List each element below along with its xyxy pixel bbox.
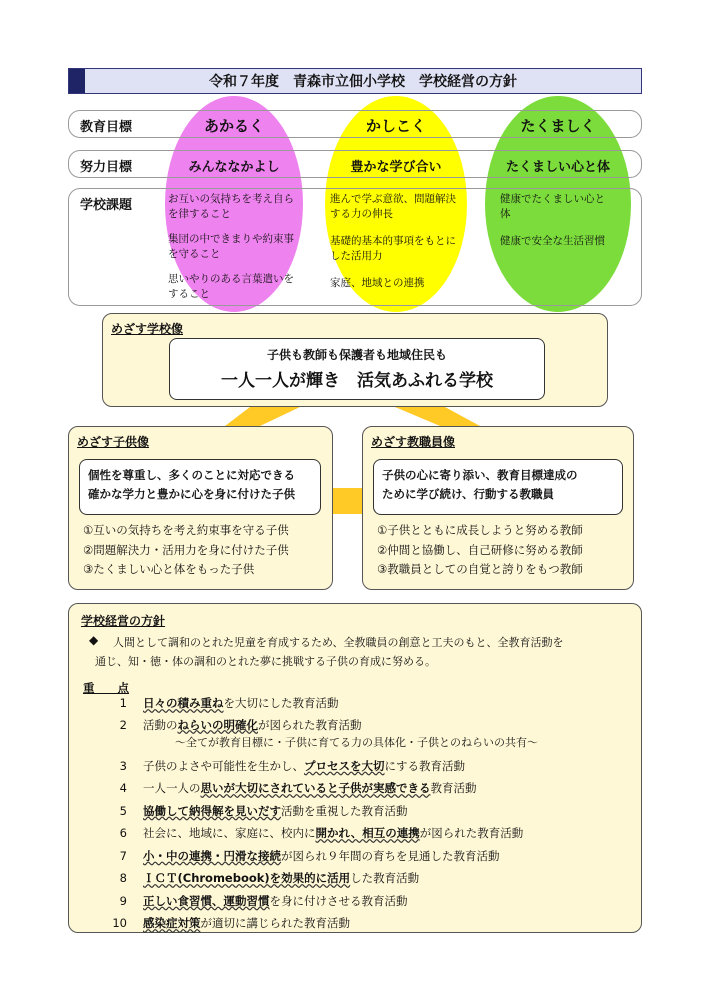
- page-title: 令和７年度 青森市立佃小学校 学校経営の方針: [209, 74, 517, 90]
- child-item: ③たくましい心と体をもった子供: [83, 562, 255, 576]
- goal-akaruku: あかるく: [203, 117, 264, 135]
- task-kashikoku-1: 進んで学ぶ意欲、問題解決する力の伸長: [330, 193, 456, 220]
- list-item: 10 感染症対策が適切に講じられた教育活動: [112, 916, 350, 931]
- staff-main-2: ために学び続け、行動する教職員: [382, 487, 555, 501]
- school-image-box: [169, 338, 545, 400]
- task-takumashiku-1: 健康でたくましい心と体: [500, 193, 605, 220]
- effort-takumashiku: たくましい心と体: [505, 160, 610, 175]
- connector-right: [395, 407, 480, 426]
- task-kashikoku-3: 家庭、地域との連携: [330, 277, 425, 289]
- task-row-label: 学校課題: [80, 198, 133, 213]
- task-akaruku-3: 思いやりのある言葉遣いをすること: [168, 273, 294, 300]
- staff-image-title: めざす教職員像: [371, 435, 456, 449]
- list-item: 4 一人一人の思いが大切にされていると子供が実感できる教育活動: [119, 781, 477, 796]
- list-item: 9 正しい食習慣、運動習慣を身に付けさせる教育活動: [119, 893, 408, 908]
- policy-text-1: 人間として調和のとれた児童を育成するため、全教職員の創意と工夫のもと、全教育活動を: [113, 636, 564, 649]
- child-image-box: [79, 459, 321, 515]
- child-items: [83, 521, 289, 580]
- staff-image-box: [373, 459, 623, 515]
- focus-title: 重 点: [83, 681, 129, 695]
- list-item: 1 日々の積み重ねを大切にした教育活動: [119, 696, 339, 711]
- connector-left: [225, 407, 300, 426]
- focus-points: [99, 692, 619, 935]
- child-item: ②問題解決力・活用力を身に付けた子供: [83, 542, 289, 557]
- goal-row-label: 教育目標: [80, 120, 133, 135]
- goal-takumashiku: たくましく: [520, 117, 596, 135]
- policy-text-2: 通じ、知・徳・体の調和のとれた夢に挑戦する子供の育成に努める。: [95, 655, 436, 668]
- goal-kashikoku: かしこく: [365, 117, 426, 135]
- child-item: ①互いの気持ちを考え約束事を守る子供: [83, 523, 289, 537]
- staff-main-1: 子供の心に寄り添い、教育目標達成の: [382, 468, 578, 482]
- school-image-title: めざす学校像: [111, 322, 184, 336]
- effort-akaruku: みんななかよし: [188, 160, 280, 175]
- policy-panel: [68, 603, 642, 933]
- list-item: 2 活動のねらいの明確化が図られた教育活動: [119, 717, 362, 732]
- child-main-1: 個性を尊重し、多くのことに対応できる: [88, 468, 295, 482]
- school-image-line2: 一人一人が輝き 活気あふれる学校: [221, 371, 493, 391]
- task-akaruku-2: 集団の中できまりや約束事を守ること: [168, 233, 294, 260]
- child-image-title: めざす子供像: [77, 435, 150, 449]
- policy-title: 学校経営の方針: [81, 614, 166, 628]
- list-item: 6 社会に、地域に、家庭に、校内に開かれ、相互の連携が図られた教育活動: [119, 826, 524, 841]
- task-takumashiku-2: 健康で安全な生活習慣: [500, 235, 605, 247]
- staff-item: ③教職員としての自覚と誇りをもつ教師: [377, 562, 583, 576]
- policy-bullet-icon: ◆: [89, 633, 99, 647]
- list-item: 5 協働して納得解を見いだす活動を重視した教育活動: [119, 803, 408, 818]
- child-main-2: 確かな学力と豊かに心を身に付けた子供: [88, 487, 295, 501]
- list-item: 8 ＩＣＴ(Chromebook)を効果的に活用した教育活動: [119, 871, 420, 886]
- staff-item: ①子供とともに成長しようと努める教師: [377, 523, 583, 537]
- staff-items: [377, 521, 583, 580]
- task-kashikoku-2: 基礎的基本的事項をもとにした活用力: [330, 235, 456, 262]
- school-image-panel: [102, 313, 608, 407]
- list-item: 7 小・中の連携・円滑な接続が図られ９年間の育ちを見通した教育活動: [119, 848, 500, 863]
- child-image-panel: [68, 426, 333, 590]
- list-item: 3 子供のよさや可能性を生かし、プロセスを大切にする教育活動: [119, 758, 465, 773]
- staff-item: ②仲間と協働し、自己研修に努める教師: [377, 542, 583, 557]
- school-image-line1: 子供も教師も保護者も地域住民も: [266, 348, 447, 362]
- staff-image-panel: [362, 426, 634, 590]
- effort-row-label: 努力目標: [80, 160, 133, 175]
- focus-subtext: ～全てが教育目標に・子供に育てる力の具体化・子供とのねらいの共有～: [175, 735, 538, 749]
- task-akaruku-1: お互いの気持ちを考え自らを律すること: [168, 193, 294, 220]
- effort-kashikoku: 豊かな学び合い: [350, 160, 442, 175]
